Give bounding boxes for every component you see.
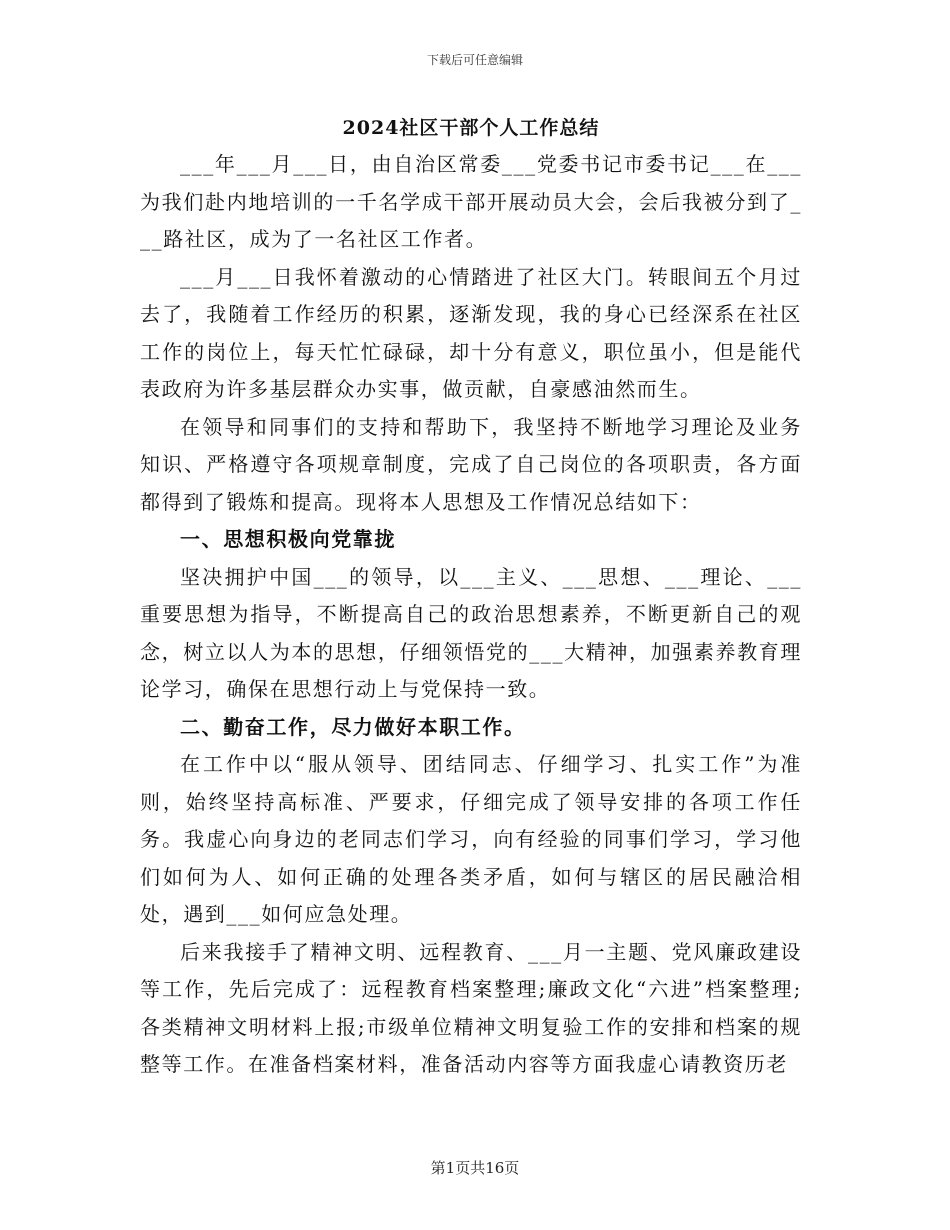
paragraph-thought: 坚决拥护中国___的领导，以___主义、___思想、___理论、___重要思想为指导，不断提高自己的政治思想素养，不断更新自己的观念，树立以人为本的思想，仔细领悟党的___大精神，加强素养教育理论学习，确保在思想行动上与党保持一致。 bbox=[140, 564, 802, 701]
section-heading-thought: 一、思想积极向党靠拢 bbox=[180, 527, 396, 551]
page-header-note: 下载后可任意编辑 bbox=[426, 53, 523, 67]
document-title: 2024社区干部个人工作总结 bbox=[342, 117, 600, 139]
section-heading-work: 二、勤奋工作，尽力做好本职工作。 bbox=[180, 714, 526, 739]
paragraph-summary-lead: 在领导和同事们的支持和帮助下，我坚持不断地学习理论及业务知识、严格遵守各项规章制度，完成了自己岗位的各项职责，各方面都得到了锻炼和提高。现将本人思想及工作情况总结如下： bbox=[140, 414, 802, 514]
paragraph-intro: ___年___月___日，由自治区常委___党委书记市委书记___在___为我们赴内地培训的一千名学成干部开展动员大会，会后我被分到了___路社区，成为了一名社区工作者。 bbox=[140, 152, 802, 251]
paragraph-work-principles: 在工作中以“服从领导、团结同志、仔细学习、扎实工作”为准则，始终坚持高标准、严要求，仔细完成了领导安排的各项工作任务。我虚心向身边的老同志们学习，向有经验的同事们学习，学习他们如何为人、如何正确的处理各类矛盾，如何与辖区的居民融洽相处，遇到___如何应急处理。 bbox=[140, 752, 802, 926]
document-body bbox=[140, 114, 802, 1084]
paragraph-work-tasks: 后来我接手了精神文明、远程教育、___月一主题、党风廉政建设等工作，先后完成了：远程教育档案整理;廉政文化“六进”档案整理;各类精神文明材料上报;市级单位精神文明复验工作的安排和档案的规整等工作。在准备档案材料，准备活动内容等方面我虚心请教资历老 bbox=[140, 939, 803, 1076]
page-number: 第1页共16页 bbox=[430, 1159, 520, 1177]
paragraph-entering-community: ___月___日我怀着激动的心情踏进了社区大门。转眼间五个月过去了，我随着工作经历的积累，逐渐发现，我的身心已经深系在社区工作的岗位上，每天忙忙碌碌，却十分有意义，职位虽小，但是能代表政府为许多基层群众办实事，做贡献，自豪感油然而生。 bbox=[140, 264, 802, 401]
